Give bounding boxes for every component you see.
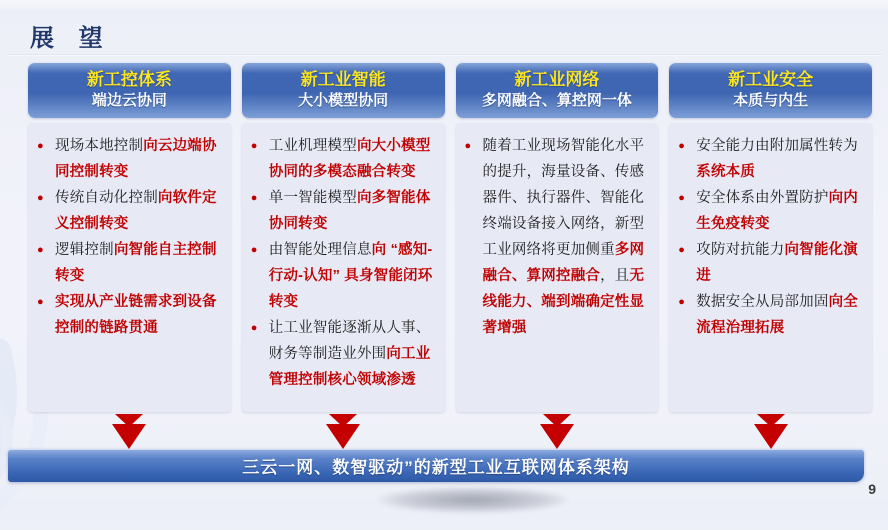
bullet-item	[677, 185, 866, 237]
column-header-title: 新工控体系	[86, 70, 172, 89]
column-header	[242, 62, 445, 118]
column-3	[456, 62, 659, 452]
bullet-item	[36, 185, 225, 237]
body-text: 工业机理模型	[268, 138, 357, 154]
column-header-subtitle: 多网融合、算控网一体	[481, 92, 632, 109]
bullet-dot-icon: ●	[250, 244, 258, 256]
highlighted-text: 无线能力、端到端确定性显著增强	[482, 268, 645, 336]
body-text: 攻防对抗能力	[696, 242, 785, 258]
body-text: 随着工业现场智能化水平的提升，海量设备、传感器件、执行器件、智能化终端设备接入网络，新型工业网络将更加侧重	[482, 138, 645, 258]
bullet-item	[677, 133, 866, 185]
column-header	[456, 62, 659, 118]
body-text: 单一智能模型	[268, 190, 357, 206]
column-content-panel	[242, 123, 445, 412]
highlighted-text: 向软件定义控制转变	[55, 190, 217, 232]
bullet-dot-icon: ●	[250, 140, 258, 152]
highlighted-text: 向智能自主控制转变	[55, 242, 217, 284]
highlighted-text: 向 “感知-行动-认知” 具身智能闭环转变	[268, 242, 433, 310]
column-content-panel	[28, 123, 231, 412]
highlighted-text: 向多智能体协同转变	[268, 190, 431, 232]
highlighted-text: 向大小模型协同的多模态融合转变	[268, 138, 431, 180]
highlighted-text: 多网融合、算网控融合	[482, 242, 645, 284]
highlighted-text: 向云边端协同控制转变	[55, 138, 217, 180]
body-text: 安全能力由附加属性转为	[696, 138, 858, 154]
bullet-item	[250, 185, 439, 237]
bullet-item	[36, 133, 225, 185]
bullet-item	[464, 133, 653, 341]
highlighted-text: 向工业管理控制核心领域渗透	[268, 346, 431, 388]
column-header-subtitle: 端边云协同	[91, 92, 167, 109]
arrow-container	[456, 412, 659, 452]
column-header	[669, 62, 872, 118]
body-text: 传统自动化控制	[55, 190, 158, 206]
bottom-banner	[8, 449, 864, 482]
highlighted-text: 向内生免疫转变	[696, 190, 858, 232]
column-header-subtitle: 本质与内生	[733, 92, 809, 109]
columns-grid	[28, 62, 872, 452]
bullet-item	[677, 289, 866, 341]
bullet-dot-icon: ●	[37, 140, 44, 152]
column-header-title: 新工业网络	[514, 70, 600, 89]
double-chevron-down-icon	[322, 414, 364, 450]
double-chevron-down-icon	[108, 414, 150, 450]
bullet-item	[677, 237, 866, 289]
body-text: ，且	[600, 268, 630, 284]
highlighted-text: 系统本质	[696, 164, 756, 180]
column-header-title: 新工业安全	[728, 70, 814, 89]
body-text: 数据安全从局部加固	[696, 294, 829, 310]
bullet-dot-icon: ●	[37, 296, 44, 308]
arrow-container	[669, 412, 872, 452]
bullet-dot-icon: ●	[678, 140, 686, 152]
title-divider	[8, 54, 882, 56]
body-text: 逻辑控制	[55, 242, 114, 258]
column-content-panel	[669, 123, 872, 412]
bottom-banner-text: 三云一网、数智驱动”的新型工业互联网体系架构	[242, 458, 630, 477]
highlighted-text: 实现从产业链需求到设备控制的链路贯通	[55, 294, 217, 336]
bullet-item	[36, 289, 225, 341]
bullet-item	[250, 133, 439, 185]
highlighted-text: 向全流程治理拓展	[696, 294, 858, 336]
bullet-dot-icon: ●	[464, 140, 472, 152]
bullet-dot-icon: ●	[678, 296, 686, 308]
bullet-dot-icon: ●	[250, 322, 258, 334]
body-text: 安全体系由外置防护	[696, 190, 829, 206]
column-4	[669, 62, 872, 452]
highlighted-text: 向智能化演进	[696, 242, 858, 284]
bullet-dot-icon: ●	[250, 192, 258, 204]
arrow-container	[242, 412, 445, 452]
column-content-panel	[456, 123, 659, 412]
column-2	[242, 62, 445, 452]
body-text: 让工业智能逐渐从人事、财务等制造业外围	[268, 320, 431, 362]
top-highlight-band	[0, 0, 888, 10]
body-text: 现场本地控制	[55, 138, 144, 154]
body-text: 由智能处理信息	[268, 242, 372, 258]
bullet-dot-icon: ●	[678, 244, 686, 256]
column-header	[28, 62, 231, 118]
arrow-container	[28, 412, 231, 452]
double-chevron-down-icon	[536, 414, 578, 450]
column-1	[28, 62, 231, 452]
bullet-dot-icon: ●	[37, 244, 44, 256]
bullet-item	[250, 237, 439, 315]
bullet-dot-icon: ●	[37, 192, 44, 204]
bottom-shadow-blob	[378, 487, 568, 513]
page-number: 9	[868, 481, 876, 497]
column-header-subtitle: 大小模型协同	[298, 92, 389, 109]
bullet-item	[250, 315, 439, 393]
bullet-dot-icon: ●	[678, 192, 686, 204]
column-header-title: 新工业智能	[300, 70, 386, 89]
double-chevron-down-icon	[750, 414, 792, 450]
page-title: 展 望	[30, 25, 112, 52]
bullet-item	[36, 237, 225, 289]
